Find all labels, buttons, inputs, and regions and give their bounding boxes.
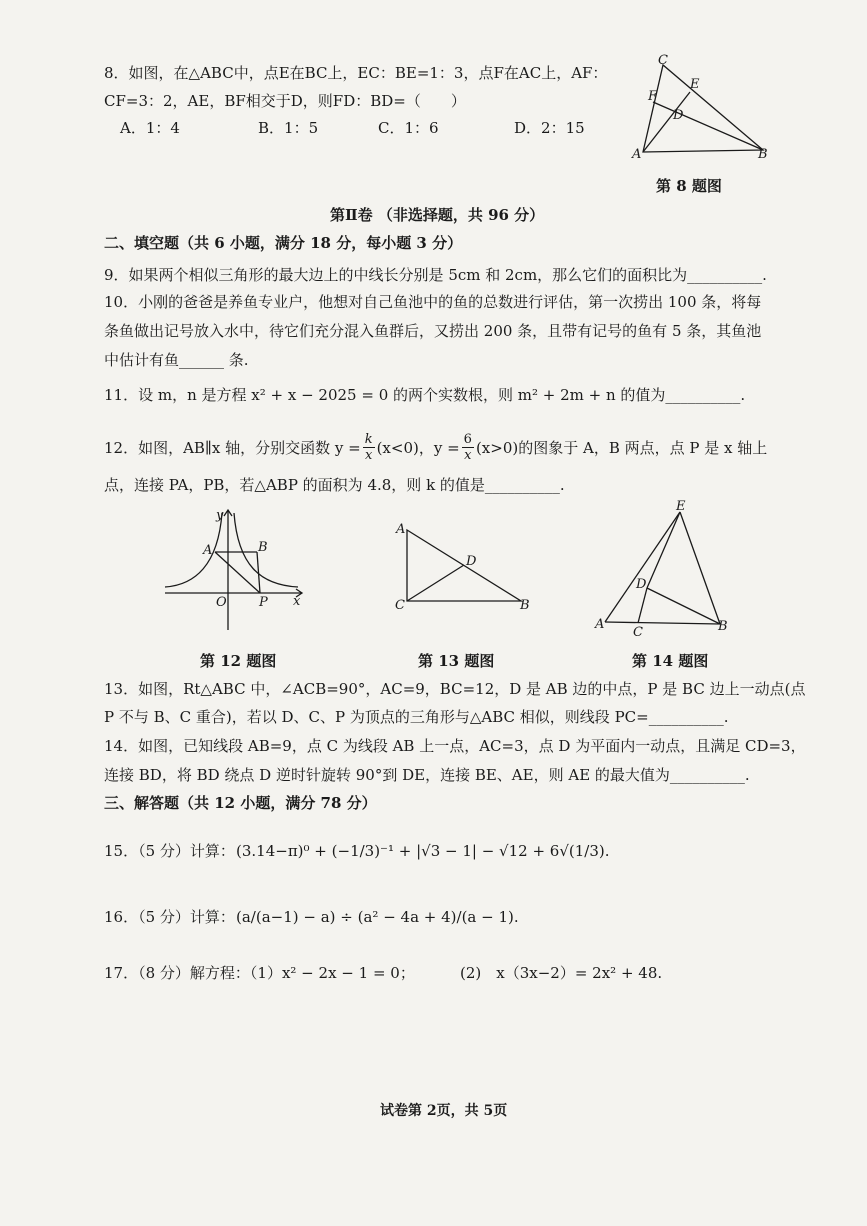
- q14-label-d: D: [636, 577, 647, 592]
- q12-line2: 点，连接 PA，PB，若△ABP 的面积为 4.8，则 k 的值是__________.: [104, 476, 565, 494]
- q12-fraction-k-over-x: [363, 432, 375, 463]
- q14-line1: 14．如图，已知线段 AB=9，点 C 为线段 AB 上一点，AC=3，点 D 为平面内一动点，且满足 CD=3，: [104, 737, 806, 755]
- q12-part3: (x>0)的图象于 A，B 两点，点 P 是 x 轴上: [475, 438, 768, 457]
- q13-line1: 13．如图，Rt△ABC 中，∠ACB=90°，AC=9，BC=12，D 是 AB 边的中点，P 是 BC 边上一动点(点: [104, 680, 806, 698]
- page-footer: 试卷第 2页，共 5页: [380, 1103, 508, 1119]
- q8-line2: CF=3：2，AE，BF相交于D，则FD：BD=（ ）: [104, 92, 466, 110]
- q12-frac2-den: x: [464, 448, 472, 463]
- q14-segment-cd: [638, 588, 647, 623]
- q8-segment-bf: [653, 102, 763, 150]
- q14-segment-de: [647, 512, 680, 588]
- q12-frac1-den: x: [364, 448, 373, 463]
- q13-caption: 第 13 题图: [418, 652, 495, 670]
- q12-label-a: A: [203, 543, 213, 558]
- q8-option-d: D．2：15: [514, 119, 585, 137]
- q12-line1: [104, 432, 767, 463]
- part2-title: 第Ⅱ卷 （非选择题，共 96 分）: [330, 206, 545, 224]
- q14-label-a: A: [595, 617, 605, 632]
- q13-figure: [390, 515, 540, 615]
- q8-label-e: E: [690, 77, 700, 92]
- q12-label-b: B: [258, 540, 268, 555]
- q8-option-a: A．1：4: [120, 119, 180, 137]
- section2-title: 二、填空题（共 6 小题，满分 18 分，每小题 3 分）: [104, 234, 463, 252]
- q8-label-c: C: [658, 53, 668, 68]
- q12-part1: 12．如图，AB∥x 轴，分别交函数 y =: [104, 438, 361, 457]
- q12-segment-pa: [215, 552, 260, 593]
- q13-line2: P 不与 B、C 重合)，若以 D、C、P 为顶点的三角形与△ABC 相似，则线段 PC=__________.: [104, 708, 729, 726]
- q8-label-d: D: [673, 108, 684, 123]
- q10-line3: 中估计有鱼______ 条.: [104, 351, 249, 369]
- q13-label-d: D: [466, 554, 477, 569]
- q13-segment-cd: [407, 565, 464, 601]
- q12-label-p: P: [259, 595, 268, 610]
- q12-caption: 第 12 题图: [200, 652, 277, 670]
- q12-frac1-num: k: [364, 432, 373, 447]
- q14-label-b: B: [718, 619, 728, 634]
- q17-part2: (2) x（3x−2）= 2x² + 48.: [460, 964, 663, 982]
- q8-label-f: F: [648, 89, 658, 104]
- q14-line2: 连接 BD，将 BD 绕点 D 逆时针旋转 90°到 DE，连接 BE、AE，则 AE 的最大值为__________.: [104, 766, 750, 784]
- q8-option-c: C．1：6: [378, 119, 439, 137]
- q17-part1: 17．（8 分）解方程：（1）x² − 2x − 1 = 0；: [104, 964, 415, 982]
- q13-label-b: B: [520, 598, 530, 613]
- q8-figure: [620, 50, 780, 165]
- q14-segment-ab: [605, 622, 720, 624]
- section3-title: 三、解答题（共 12 小题，满分 78 分）: [104, 794, 377, 812]
- q12-part2: (x<0)，y =: [376, 438, 460, 457]
- q8-triangle: [643, 65, 763, 152]
- q8-label-b: B: [758, 147, 768, 162]
- q13-label-a: A: [396, 522, 406, 537]
- q12-figure: [160, 505, 310, 635]
- q11-text: 11．设 m，n 是方程 x² + x − 2025 = 0 的两个实数根，则 m² + 2m + n 的值为__________.: [104, 386, 746, 404]
- q12-label-x: x: [293, 594, 301, 609]
- q8-caption: 第 8 题图: [656, 177, 722, 195]
- q14-label-e: E: [676, 499, 686, 514]
- q12-curve-left: [165, 513, 222, 587]
- q12-label-o: O: [216, 595, 227, 610]
- q15-expression: (3.14−π)⁰ + (−1/3)⁻¹ + |√3 − 1| − √12 + 6√(1/3).: [236, 842, 610, 860]
- q12-label-y: y: [216, 508, 224, 523]
- q16-expression: (a/(a−1) − a) ÷ (a² − 4a + 4)/(a − 1).: [236, 908, 519, 926]
- q12-frac2-num: 6: [463, 432, 472, 447]
- q9-text: 9．如果两个相似三角形的最大边上的中线长分别是 5cm 和 2cm，那么它们的面积比为__________.: [104, 266, 767, 284]
- q13-label-c: C: [395, 598, 405, 613]
- q14-figure: [590, 498, 740, 638]
- q14-label-c: C: [633, 625, 643, 638]
- q10-line1: 10．小刚的爸爸是养鱼专业户，他想对自己鱼池中的鱼的总数进行评估，第一次捞出 100 条，将每: [104, 293, 762, 311]
- q10-line2: 条鱼做出记号放入水中，待它们充分混入鱼群后，又捞出 200 条，且带有记号的鱼有 5 条，其鱼池: [104, 322, 762, 340]
- q8-line1: 8．如图，在△ABC中，点E在BC上，EC：BE=1：3，点F在AC上，AF：: [104, 64, 608, 82]
- q12-fraction-6-over-x: [462, 432, 474, 463]
- q16-prefix: 16．（5 分）计算：: [104, 908, 235, 926]
- q15-prefix: 15．（5 分）计算：: [104, 842, 235, 860]
- q14-caption: 第 14 题图: [632, 652, 709, 670]
- q8-label-a: A: [632, 147, 642, 162]
- q8-option-b: B．1：5: [258, 119, 319, 137]
